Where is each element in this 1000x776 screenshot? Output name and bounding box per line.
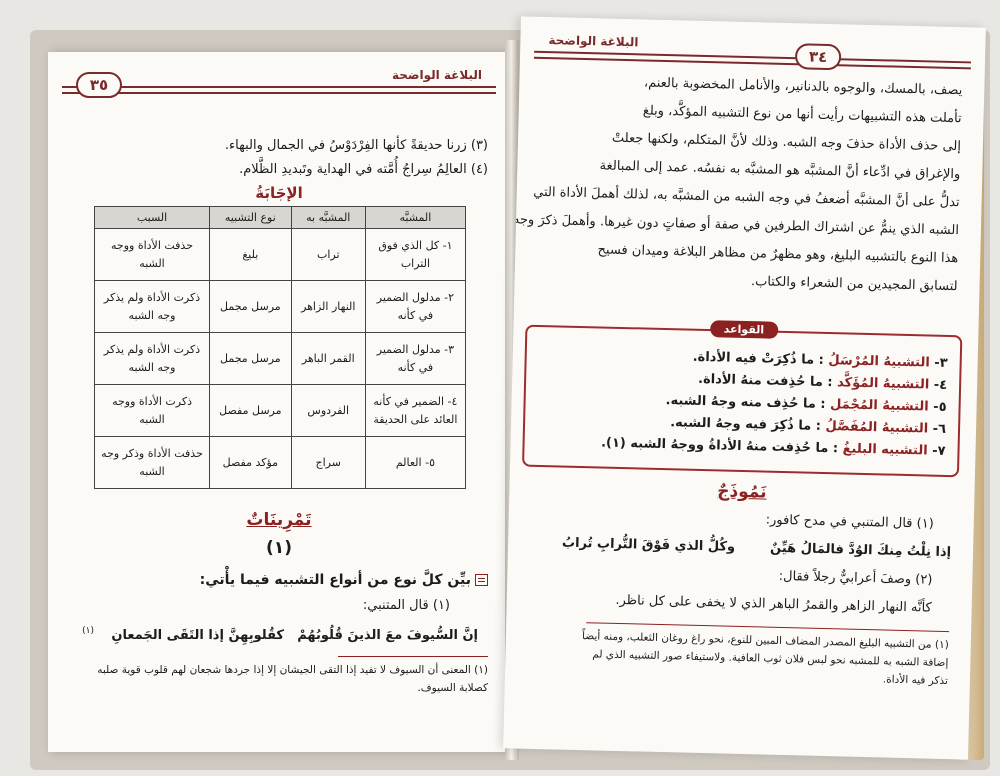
table-cell: ٢- مدلول الضمير في كأنه	[365, 281, 465, 333]
table-row	[95, 229, 466, 281]
header-title: البلاغة الواضحة	[540, 33, 646, 50]
table-cell: ٥- العالم	[365, 437, 465, 489]
rule-term: التشبيهُ المُؤَكَّد	[836, 375, 930, 393]
footnote: (١) المعنى أن السيوف لا تفيد إذا التقى الجيشان إلا إذا جردها شجعان لهم قلوب قوية صلبه كصلابة السيوف.	[97, 664, 488, 694]
table-row	[95, 385, 466, 437]
right-page	[503, 16, 986, 759]
table-cell: ٣- مدلول الضمير في كأنه	[365, 333, 465, 385]
table-header: نوع التشبيه	[210, 207, 292, 229]
table-header: المشبَّه به	[291, 207, 365, 229]
page-number: ٣٥	[76, 72, 122, 98]
table-cell: مرسل مفصل	[210, 385, 292, 437]
table-row	[95, 333, 466, 385]
rules-box	[522, 322, 962, 478]
rules-tag: القواعد	[710, 320, 779, 339]
paragraph-line: تدلُّ على أنَّ المشبَّه أضعفُ في وجه الشبه من المشبَّه به، لذلك أهملَ الأداة التي	[533, 184, 960, 211]
footnote-rule	[338, 656, 488, 657]
footnote-line: تذكر فيه الأداة.	[882, 673, 949, 687]
rule-text: : ما حُذِف منه وجهُ الشبه.	[665, 393, 826, 412]
model-line: (٢) وصفَ أعرابيٌّ رجلاً فقال:	[778, 568, 933, 588]
verse-second-hemistich: وكُلُّ الذي فَوْقَ التُّرابِ تُرابُ	[561, 535, 736, 555]
rule-number: ٣-	[934, 355, 948, 371]
rule-number: ٧-	[931, 443, 946, 459]
table-header: المشبَّه	[365, 207, 465, 229]
footnote-marker: (١)	[82, 626, 94, 636]
rule-number: ٦-	[932, 421, 947, 437]
page-header	[534, 31, 972, 80]
table-cell: النهار الزاهر	[291, 281, 365, 333]
table-cell: القمر الباهر	[291, 333, 365, 385]
table-cell: مرسل مجمل	[210, 333, 292, 385]
model-line: (١) قال المتنبي في مدح كافور:	[765, 512, 934, 532]
table-cell: سراج	[291, 437, 365, 489]
rule-text: : ما ذُكِرَتْ فيه الأداة.	[692, 349, 825, 368]
table-header: السبب	[95, 207, 210, 229]
table-cell: مؤكد مفصل	[210, 437, 292, 489]
example-line: (٤) العالِمُ سِراجُ أُمَّته في الهداية وتَبديدِ الظَّلام.	[239, 162, 488, 177]
paragraph-line: والإغراق في ادِّعاء أنَّ المشبَّه هو المشبَّه به نفسُه. عمد إلى المبالغة	[599, 158, 961, 183]
rule-term: التشبيهُ المُرْسَلُ	[828, 353, 930, 371]
table-cell: ذكرت الأداة ووجه الشبه	[95, 385, 210, 437]
list-bullet-icon	[475, 574, 488, 586]
model-heading: نَمُوذَجٌ	[717, 481, 767, 503]
header-title: البلاغة الواضحة	[384, 68, 490, 82]
answer-table	[94, 206, 466, 489]
rule-number: ٤-	[933, 377, 948, 393]
model-line: كأنَّه النهار الزاهر والقمرُ الباهر الذي لا يخفى على كل ناظر.	[615, 592, 932, 616]
paragraph-line: تأملت هذه التشبيهات رأيت أنها من نوع التشبيه المؤكَّد، وبلغ	[642, 103, 962, 127]
rule-term: التشبيهُ المُجْمَل	[829, 397, 929, 415]
table-cell: ذكرت الأداة ولم يذكر وجه الشبه	[95, 333, 210, 385]
verse-first-hemistich: إنَّ السُّيوفَ معَ الذينَ قُلُوبُهُمْ	[297, 628, 478, 643]
paragraph-line: إلى حذف الأداة حذفَ وجه الشبه. وذلك لأنَّ المتكلم، ولكنها جعلتْ	[611, 130, 962, 155]
rule-text: : ما حُذِفت منهُ الأداة.	[697, 371, 833, 391]
footnote	[515, 626, 949, 690]
table-cell: الفردوس	[291, 385, 365, 437]
table-cell: تراب	[291, 229, 365, 281]
rule-number: ٥-	[933, 399, 947, 415]
exercise-instruction: بيِّن كلَّ نوع من أنواع التشبيه فيما يأْتي:	[199, 572, 471, 588]
header-rule	[62, 86, 496, 94]
rule-term: التشبيه البليغُ	[842, 441, 928, 459]
table-row	[95, 437, 466, 489]
exercises-heading: تَمْرِينَاتٌ	[246, 510, 312, 530]
example-line: (٣) زرنا حديقةً كأنها الفِرْدَوْسُ في الجمال والبهاء.	[224, 138, 488, 153]
exercise-instruction-row	[200, 572, 488, 588]
rule-text: : ما ذُكِرَ فيه وجهُ الشبه.	[670, 415, 822, 434]
paragraph-line: هذا النوع بالتشبيه البليغ، وهو مظهرٌ من مظاهر البلاغة وميدان فسيح	[597, 242, 959, 267]
table-cell: بليغ	[210, 229, 292, 281]
paragraph-line: الشبه الذي ينمُّ عن اشتراك الطرفين في صفة أو صفاتٍ دون غيرها. وأهملَ ذكرَ وجه	[512, 212, 960, 239]
table-cell: ٤- الضمير في كأنه العائد على الحديقة	[365, 385, 465, 437]
table-header-row	[95, 207, 466, 229]
rule-term: التشبيهُ المُفَصَّلُ	[825, 418, 929, 437]
rule-text: : ما حُذِفت منهُ الأداةُ ووجهُ الشبه (١).	[600, 435, 839, 457]
header-rule	[534, 51, 971, 70]
answer-heading: الإجَابَةُ	[255, 184, 303, 202]
page-number: ٣٤	[795, 43, 842, 70]
paragraph-line: يصف، بالمسك، والوجوه بالدنانير، والأنامل المخضوبة بالعنم،	[643, 75, 963, 99]
footnote-line: (١) من التشبيه البليغ المصدر المضاف المبين للنوع، نحو راغ روغان الثعلب، ومنه أيضاً	[581, 630, 949, 652]
table-cell: ١- كل الذي فوق التراب	[365, 229, 465, 281]
poet-line: (١) قال المتنبي:	[362, 598, 450, 613]
left-page	[48, 52, 510, 752]
table-row	[95, 281, 466, 333]
paragraph-line: لتسابق المجيدين من الشعراء والكتاب.	[750, 274, 958, 295]
table-cell: حذفت الأداة ووجه الشبه	[95, 229, 210, 281]
verse-second-hemistich: كقُلوبِهِنَّ إذا التَقَى الجَمعانِ	[111, 628, 284, 643]
table-cell: حذفت الأداة وذكر وجه الشبه	[95, 437, 210, 489]
page-header	[62, 66, 496, 104]
table-cell: مرسل مجمل	[210, 281, 292, 333]
footnote-line: إضافة الشبه به للمشبه نحو لبس فلان ثوب العافية. ولاستيفاء صور التشبيه الذي لم	[592, 648, 949, 669]
exercise-number: (١)	[266, 538, 292, 558]
verse-first-hemistich: إذا نِلْتُ مِنكَ الوُدَّ فالمَالُ هَيِّنٌ	[769, 540, 952, 561]
table-cell: ذكرت الأداة ولم يذكر وجه الشبه	[95, 281, 210, 333]
